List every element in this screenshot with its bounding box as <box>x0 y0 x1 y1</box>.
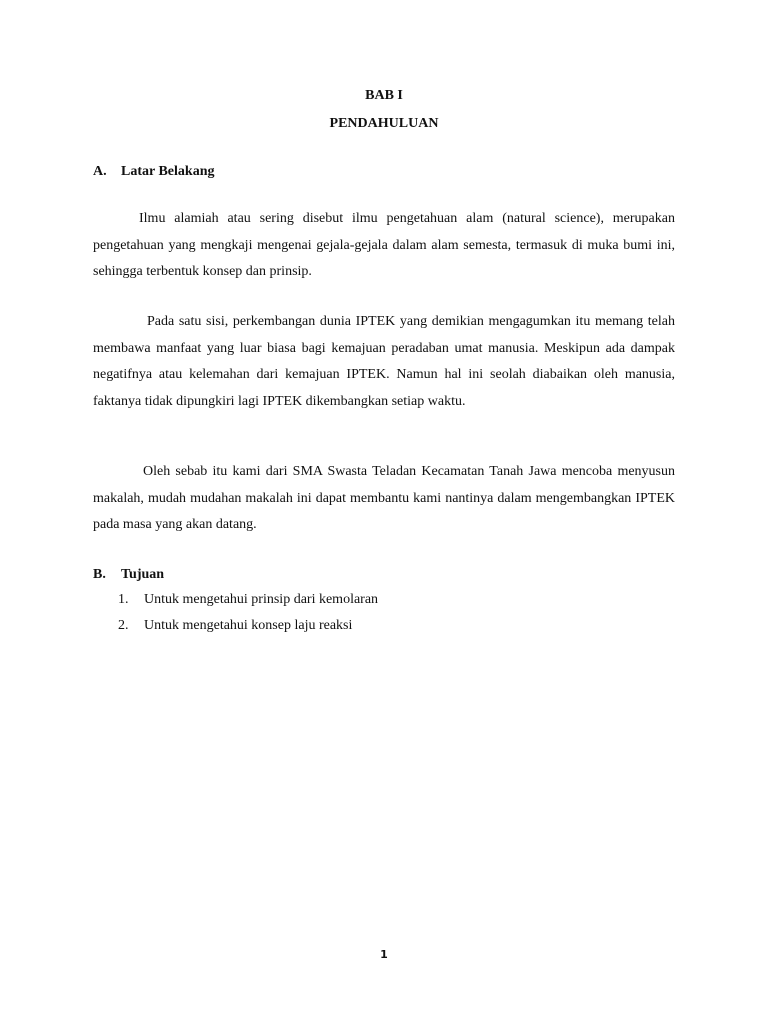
section-title: Tujuan <box>121 567 165 582</box>
section-letter: B. <box>93 567 106 582</box>
list-number: 2. <box>118 618 129 633</box>
chapter-title: PENDAHULUAN <box>329 116 439 131</box>
page-number: 1 <box>380 948 388 961</box>
list-number: 1. <box>118 592 129 607</box>
list-item <box>118 615 378 641</box>
paragraph: Oleh sebab itu kami dari SMA Swasta Teladan Kecamatan Tanah Jawa mencoba menyusun makalah, mudah mudahan makalah ini dapat membantu kami nantinya dalam mengembangkan IPTEK pada masa yang akan datang. <box>93 464 675 532</box>
list-item <box>118 589 378 615</box>
section-title: Latar Belakang <box>121 164 215 179</box>
list-item-text: Untuk mengetahui konsep laju reaksi <box>144 618 353 633</box>
list-item-text: Untuk mengetahui prinsip dari kemolaran <box>144 592 379 607</box>
paragraph: Pada satu sisi, perkembangan dunia IPTEK yang demikian mengagumkan itu memang telah membawa manfaat yang luar biasa bagi kemajuan peradaban umat manusia. Meskipun ada dampak negatifnya atau kelemahan dari kemajuan IPTEK. Namun hal ini seolah diabaikan oleh manusia, faktanya tidak dipungkiri lagi IPTEK dikembangkan setiap waktu. <box>93 314 675 409</box>
objectives-list <box>118 589 378 641</box>
section-letter: A. <box>93 164 107 179</box>
section-heading-latar-belakang <box>93 164 214 180</box>
paragraph: Ilmu alamiah atau sering disebut ilmu pengetahuan alam (natural science), merupakan pengetahuan yang mengkaji mengenai gejala-gejala dalam alam semesta, termasuk di muka bumi ini, sehingga terbentuk konsep dan prinsip. <box>93 211 675 279</box>
section-heading-tujuan <box>93 567 164 583</box>
chapter-number: BAB I <box>365 88 403 103</box>
